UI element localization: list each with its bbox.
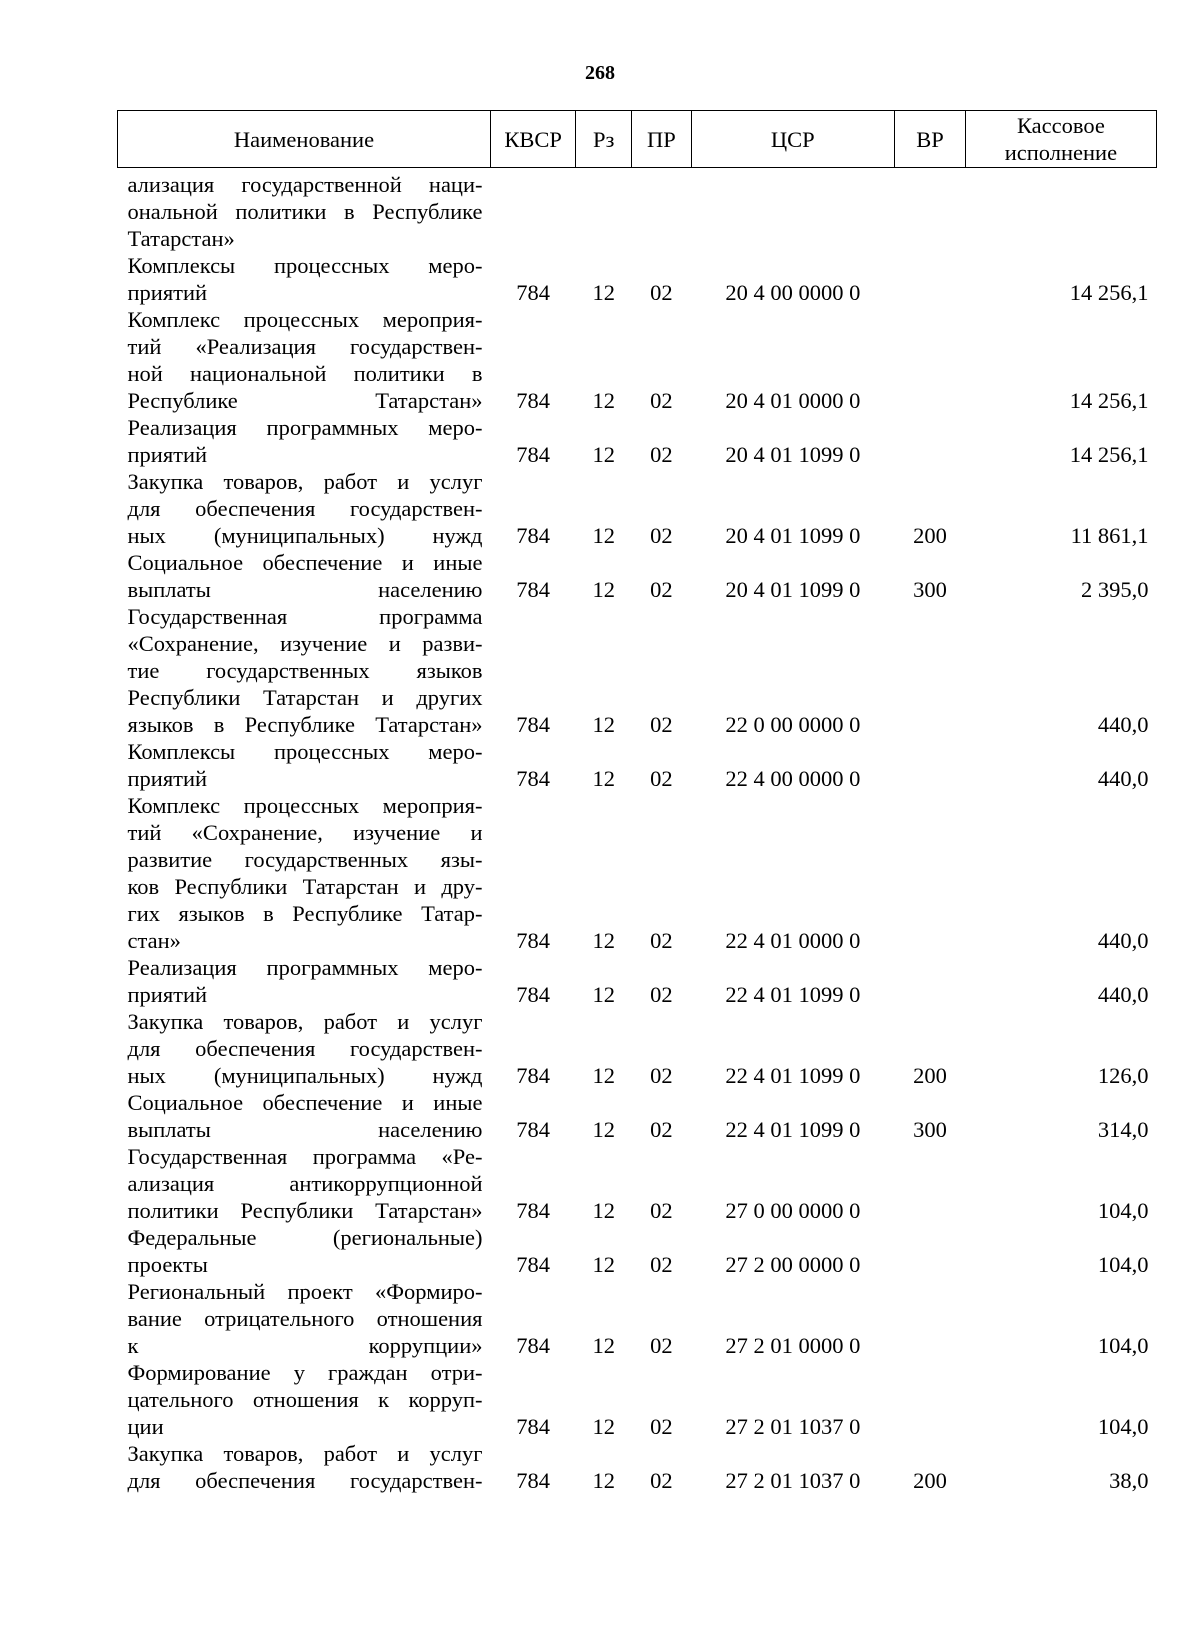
row-vr-cell: 200 xyxy=(913,523,947,548)
row-kvsr-cell: 784 xyxy=(516,1468,550,1493)
row-pr-cell: 02 xyxy=(650,442,673,467)
table-row xyxy=(118,252,1157,306)
row-csr-cell: 22 4 01 1099 0 xyxy=(725,1063,861,1088)
row-kvsr-cell: 784 xyxy=(516,1252,550,1277)
row-rz-cell: 12 xyxy=(592,442,615,467)
row-kvsr-cell: 784 xyxy=(516,1117,550,1142)
row-name-line: проекты xyxy=(127,1252,208,1277)
row-name-line: Комплекс процессных мероприя- xyxy=(127,793,483,818)
table-row xyxy=(118,954,1157,1008)
table-row xyxy=(118,1008,1157,1089)
row-name-line: Социальное обеспечение и иные xyxy=(127,1090,483,1115)
row-name-line: цательного отношения к корруп- xyxy=(127,1387,483,1412)
row-pr-cell xyxy=(632,171,691,252)
row-amount-cell: 11 861,1 xyxy=(1070,523,1149,548)
table-body xyxy=(118,171,1157,1494)
row-csr-cell: 20 4 01 1099 0 xyxy=(725,523,861,548)
row-vr-cell xyxy=(895,1359,966,1440)
header-csr: ЦСР xyxy=(691,111,895,168)
row-amount-cell: 38,0 xyxy=(1109,1468,1149,1493)
header-kvsr: КВСР xyxy=(491,111,576,168)
row-vr-cell: 200 xyxy=(913,1468,947,1493)
row-amount-cell: 104,0 xyxy=(1097,1198,1149,1223)
row-name-cell xyxy=(118,468,491,549)
row-rz-cell: 12 xyxy=(592,1414,615,1439)
header-vr: ВР xyxy=(895,111,966,168)
table-row xyxy=(118,792,1157,954)
row-vr-cell xyxy=(895,171,966,252)
row-vr-cell xyxy=(895,792,966,954)
row-amount-cell: 14 256,1 xyxy=(1069,442,1149,467)
row-name-line: ных (муниципальных) нужд xyxy=(127,523,483,548)
row-vr-cell xyxy=(895,414,966,468)
row-name-line: выплаты населению xyxy=(127,577,483,602)
row-pr-cell: 02 xyxy=(650,928,673,953)
row-rz-cell: 12 xyxy=(592,1333,615,1358)
row-amount-cell: 14 256,1 xyxy=(1069,280,1149,305)
row-amount-cell: 440,0 xyxy=(1097,712,1149,737)
row-pr-cell: 02 xyxy=(650,1117,673,1142)
table-row xyxy=(118,468,1157,549)
row-name-line: «Сохранение, изучение и разви- xyxy=(127,631,483,656)
row-name-line: для обеспечения государствен- xyxy=(127,1468,483,1493)
row-rz-cell: 12 xyxy=(592,1063,615,1088)
row-name-cell xyxy=(118,1089,491,1143)
row-kvsr-cell: 784 xyxy=(516,982,550,1007)
row-kvsr-cell: 784 xyxy=(516,766,550,791)
row-csr-cell: 22 4 01 1099 0 xyxy=(725,1117,861,1142)
row-kvsr-cell: 784 xyxy=(516,388,550,413)
header-amount-line: Кассовое xyxy=(1016,113,1105,138)
table-row xyxy=(118,1224,1157,1278)
row-name-line: ализация антикоррупционной xyxy=(127,1171,483,1196)
row-amount-cell: 104,0 xyxy=(1097,1333,1149,1358)
row-csr-cell: 22 0 00 0000 0 xyxy=(725,712,861,737)
row-csr-cell: 22 4 01 1099 0 xyxy=(725,982,861,1007)
row-kvsr-cell: 784 xyxy=(516,928,550,953)
row-amount-cell: 104,0 xyxy=(1097,1414,1149,1439)
row-name-line: ции xyxy=(127,1414,164,1439)
row-csr-cell: 20 4 01 1099 0 xyxy=(725,577,861,602)
row-amount-cell: 14 256,1 xyxy=(1069,388,1149,413)
row-name-cell xyxy=(118,1440,491,1494)
row-name-line: Республике Татарстан» xyxy=(127,388,483,413)
row-name-line: Государственная программа xyxy=(127,604,483,629)
row-rz-cell xyxy=(576,171,632,252)
table-header-row xyxy=(118,111,1157,168)
row-name-line: ной национальной политики в xyxy=(127,361,483,386)
row-vr-cell: 200 xyxy=(913,1063,947,1088)
table-row xyxy=(118,549,1157,603)
row-vr-cell xyxy=(895,306,966,414)
row-rz-cell: 12 xyxy=(592,928,615,953)
row-pr-cell: 02 xyxy=(650,982,673,1007)
row-pr-cell: 02 xyxy=(650,1252,673,1277)
row-name-cell xyxy=(118,549,491,603)
row-name-cell xyxy=(118,1278,491,1359)
row-pr-cell: 02 xyxy=(650,712,673,737)
row-rz-cell: 12 xyxy=(592,388,615,413)
header-amount xyxy=(965,111,1156,168)
row-rz-cell: 12 xyxy=(592,1117,615,1142)
row-name-line: Закупка товаров, работ и услуг xyxy=(127,1009,483,1034)
row-csr-cell: 27 0 00 0000 0 xyxy=(725,1198,861,1223)
row-vr-cell: 300 xyxy=(913,1117,947,1142)
row-name-line: развитие государственных язы- xyxy=(127,847,483,872)
row-rz-cell: 12 xyxy=(592,1468,615,1493)
row-vr-cell xyxy=(895,252,966,306)
header-amount-line: исполнение xyxy=(1004,140,1118,165)
row-kvsr-cell: 784 xyxy=(516,1414,550,1439)
row-csr-cell: 27 2 01 1037 0 xyxy=(725,1468,861,1493)
row-vr-cell xyxy=(895,1224,966,1278)
row-rz-cell: 12 xyxy=(592,577,615,602)
row-name-line: Татарстан» xyxy=(127,226,235,251)
row-kvsr-cell: 784 xyxy=(516,577,550,602)
page-number: 268 xyxy=(585,62,615,84)
row-pr-cell: 02 xyxy=(650,1333,673,1358)
row-csr-cell: 27 2 01 1037 0 xyxy=(725,1414,861,1439)
table-row xyxy=(118,1143,1157,1224)
row-name-line: Формирование у граждан отри- xyxy=(127,1360,483,1385)
row-vr-cell xyxy=(895,738,966,792)
header-rz: Рз xyxy=(576,111,632,168)
row-name-line: стан» xyxy=(127,928,181,953)
row-name-line: Реализация программных меро- xyxy=(127,955,483,980)
row-pr-cell: 02 xyxy=(650,523,673,548)
row-name-cell xyxy=(118,1143,491,1224)
row-name-line: тий «Сохранение, изучение и xyxy=(127,820,483,845)
row-name-cell xyxy=(118,603,491,738)
row-name-line: Комплексы процессных меро- xyxy=(127,739,483,764)
row-name-line: ных (муниципальных) нужд xyxy=(127,1063,483,1088)
row-name-line: для обеспечения государствен- xyxy=(127,496,483,521)
table-row xyxy=(118,1278,1157,1359)
row-name-line: вание отрицательного отношения xyxy=(127,1306,483,1331)
row-name-line: Государственная программа «Ре- xyxy=(127,1144,483,1169)
row-amount-cell: 440,0 xyxy=(1097,982,1149,1007)
row-name-cell xyxy=(118,954,491,1008)
row-pr-cell: 02 xyxy=(650,1414,673,1439)
row-name-line: выплаты населению xyxy=(127,1117,483,1142)
row-kvsr-cell: 784 xyxy=(516,280,550,305)
row-kvsr-cell xyxy=(491,171,576,252)
table-row xyxy=(118,1089,1157,1143)
row-csr-cell: 20 4 00 0000 0 xyxy=(725,280,861,305)
row-name-line: приятий xyxy=(127,982,208,1007)
row-kvsr-cell: 784 xyxy=(516,523,550,548)
row-name-line: ализация государственной наци- xyxy=(127,172,483,197)
row-pr-cell: 02 xyxy=(650,766,673,791)
row-kvsr-cell: 784 xyxy=(516,712,550,737)
row-name-line: Региональный проект «Формиро- xyxy=(127,1279,483,1304)
row-vr-cell xyxy=(895,603,966,738)
row-amount-cell: 314,0 xyxy=(1097,1117,1149,1142)
row-name-line: для обеспечения государствен- xyxy=(127,1036,483,1061)
row-name-line: тие государственных языков xyxy=(127,658,483,683)
row-rz-cell: 12 xyxy=(592,712,615,737)
row-amount-cell xyxy=(965,171,1156,252)
row-amount-cell: 2 395,0 xyxy=(1081,577,1149,602)
row-vr-cell xyxy=(895,1143,966,1224)
row-name-line: Социальное обеспечение и иные xyxy=(127,550,483,575)
row-name-cell xyxy=(118,1224,491,1278)
row-csr-cell: 20 4 01 1099 0 xyxy=(725,442,861,467)
header-name: Наименование xyxy=(118,111,491,168)
row-name-line: языков в Республике Татарстан» xyxy=(127,712,483,737)
row-name-line: ков Республики Татарстан и дру- xyxy=(127,874,483,899)
row-csr-cell: 27 2 00 0000 0 xyxy=(725,1252,861,1277)
row-kvsr-cell: 784 xyxy=(516,442,550,467)
table-row xyxy=(118,603,1157,738)
row-pr-cell: 02 xyxy=(650,388,673,413)
row-rz-cell: 12 xyxy=(592,523,615,548)
row-name-cell xyxy=(118,1008,491,1089)
row-name-cell xyxy=(118,414,491,468)
row-name-line: к коррупции» xyxy=(127,1333,483,1358)
row-name-cell xyxy=(118,171,491,252)
row-name-line: ональной политики в Республике xyxy=(127,199,483,224)
row-name-cell xyxy=(118,792,491,954)
row-name-line: гих языков в Республике Татар- xyxy=(127,901,483,926)
row-pr-cell: 02 xyxy=(650,1198,673,1223)
row-name-cell xyxy=(118,306,491,414)
row-rz-cell: 12 xyxy=(592,280,615,305)
row-csr-cell: 22 4 01 0000 0 xyxy=(725,928,861,953)
budget-table xyxy=(117,110,1157,1494)
row-name-cell xyxy=(118,1359,491,1440)
row-rz-cell: 12 xyxy=(592,1252,615,1277)
table-row xyxy=(118,306,1157,414)
row-name-line: политики Республики Татарстан» xyxy=(127,1198,483,1223)
row-name-line: тий «Реализация государствен- xyxy=(127,334,483,359)
table-row xyxy=(118,1440,1157,1494)
row-csr-cell xyxy=(691,171,895,252)
table-row xyxy=(118,1359,1157,1440)
row-pr-cell: 02 xyxy=(650,577,673,602)
row-csr-cell: 20 4 01 0000 0 xyxy=(725,388,861,413)
row-pr-cell: 02 xyxy=(650,1468,673,1493)
row-vr-cell xyxy=(895,1278,966,1359)
row-name-line: Реализация программных меро- xyxy=(127,415,483,440)
row-name-line: Закупка товаров, работ и услуг xyxy=(127,1441,483,1466)
row-name-line: приятий xyxy=(127,442,208,467)
row-pr-cell: 02 xyxy=(650,1063,673,1088)
row-name-line: Комплексы процессных меро- xyxy=(127,253,483,278)
row-pr-cell: 02 xyxy=(650,280,673,305)
row-amount-cell: 104,0 xyxy=(1097,1252,1149,1277)
row-name-line: приятий xyxy=(127,766,208,791)
header-pr: ПР xyxy=(632,111,691,168)
row-csr-cell: 22 4 00 0000 0 xyxy=(725,766,861,791)
row-name-line: Комплекс процессных мероприя- xyxy=(127,307,483,332)
row-amount-cell: 126,0 xyxy=(1097,1063,1149,1088)
row-vr-cell: 300 xyxy=(913,577,947,602)
row-name-line: Федеральные (региональные) xyxy=(127,1225,483,1250)
table-row xyxy=(118,414,1157,468)
row-csr-cell: 27 2 01 0000 0 xyxy=(725,1333,861,1358)
table-row xyxy=(118,738,1157,792)
row-name-line: приятий xyxy=(127,280,208,305)
row-name-line: Республики Татарстан и других xyxy=(127,685,483,710)
row-kvsr-cell: 784 xyxy=(516,1063,550,1088)
table-row xyxy=(118,171,1157,252)
row-name-line: Закупка товаров, работ и услуг xyxy=(127,469,483,494)
row-rz-cell: 12 xyxy=(592,982,615,1007)
row-name-cell xyxy=(118,252,491,306)
row-rz-cell: 12 xyxy=(592,766,615,791)
row-amount-cell: 440,0 xyxy=(1097,928,1149,953)
row-amount-cell: 440,0 xyxy=(1097,766,1149,791)
row-name-cell xyxy=(118,738,491,792)
row-rz-cell: 12 xyxy=(592,1198,615,1223)
row-vr-cell xyxy=(895,954,966,1008)
row-kvsr-cell: 784 xyxy=(516,1333,550,1358)
row-kvsr-cell: 784 xyxy=(516,1198,550,1223)
